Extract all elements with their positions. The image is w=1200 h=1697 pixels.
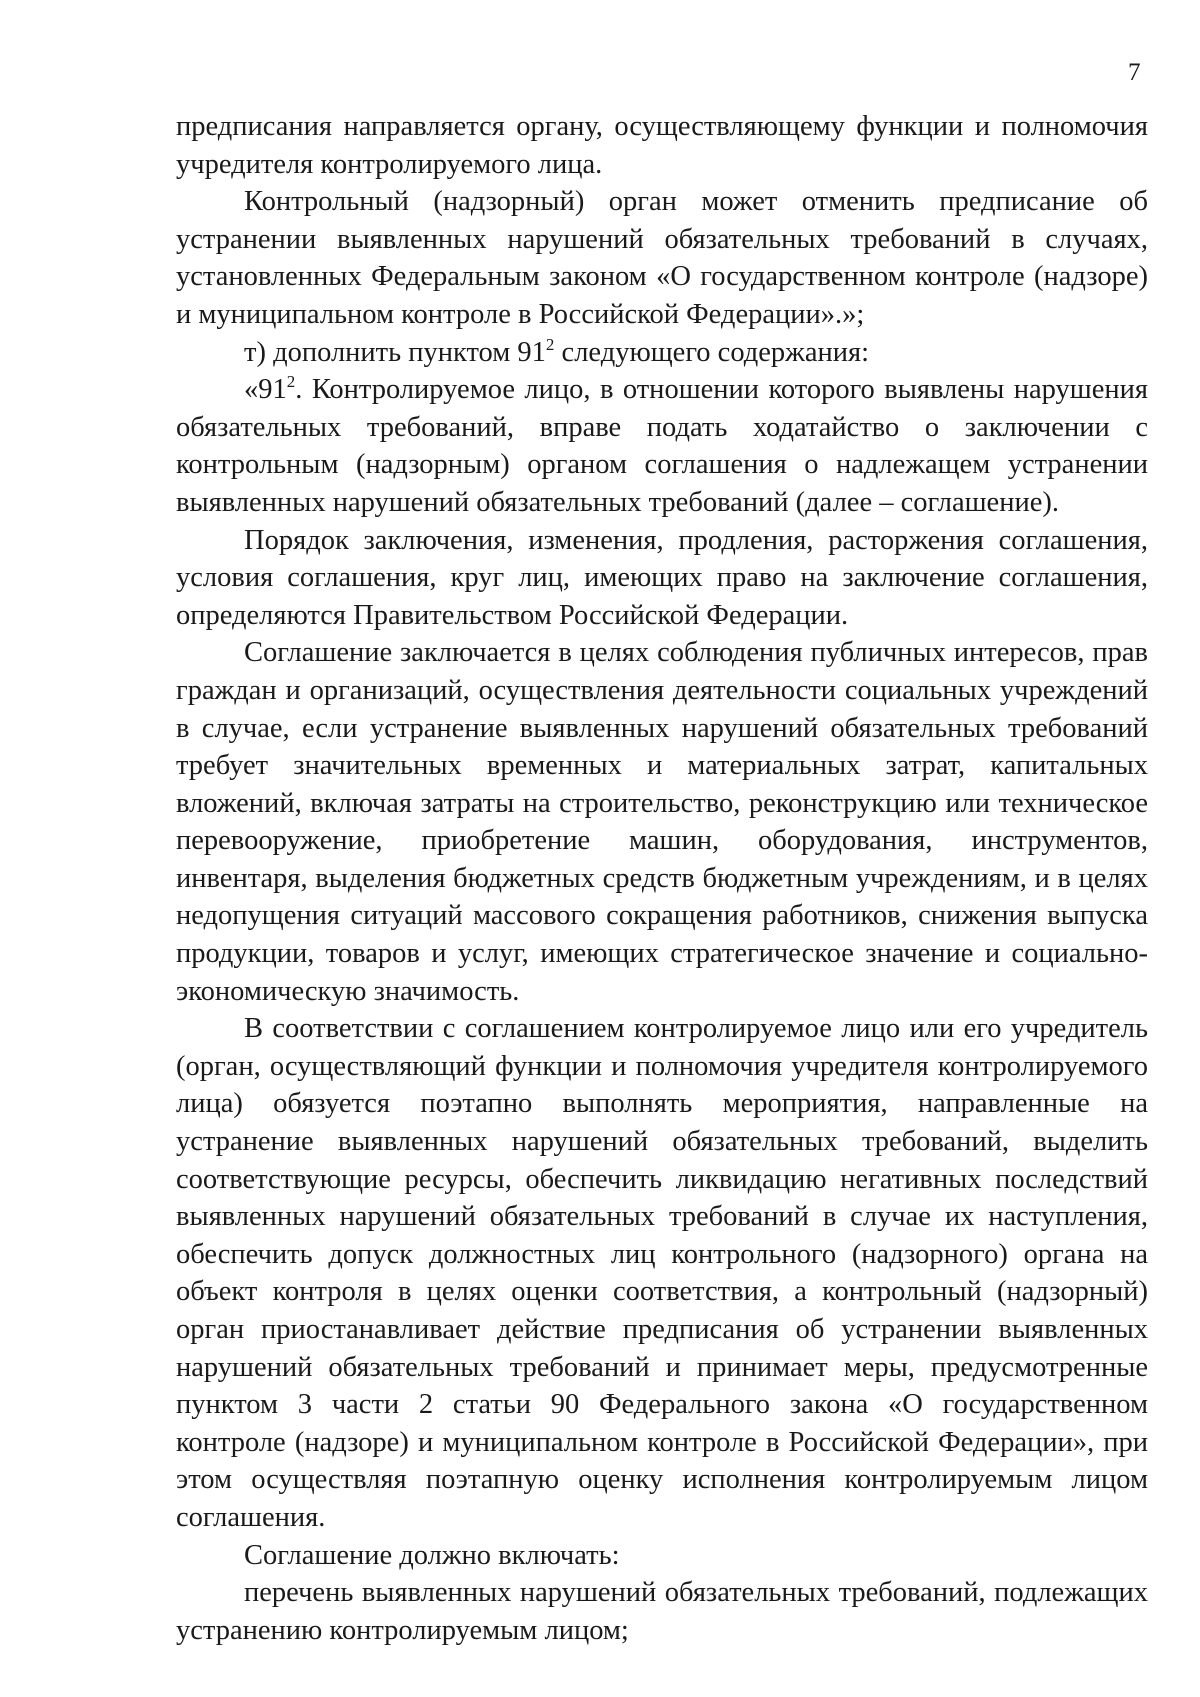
clause-text: . Контролируемое лицо, в отношении которого выявлены нарушения обязательных требований, вправе подать ходатайство о заключении с контрольным (надзорным) органом соглашения о надлежащем устранении выявленных нарушений обязательных требований (далее – соглашение). bbox=[176, 374, 1148, 518]
amendment-intro-text: т) дополнить пунктом 91 bbox=[244, 336, 546, 368]
paragraph-contents-intro: Соглашение должно включать: bbox=[244, 1539, 620, 1571]
superscript: 2 bbox=[286, 372, 296, 392]
paragraph-procedure: Порядок заключения, изменения, продления, расторжения соглашения, условия соглашения, круг лиц, имеющих право на заключение соглашения, определяются Правительством Российской Федерации. bbox=[176, 524, 1148, 631]
page-number: 7 bbox=[1128, 59, 1141, 86]
paragraph-purpose: Соглашение заключается в целях соблюдения публичных интересов, прав граждан и организаций, осуществления деятельности социальных учреждений в случае, если устранение выявленных нарушений обязательных требований требует значительных временных и материальных затрат, капитальных вложений, включая затраты на строительство, реконструкцию или техническое перевооружение, приобретение машин, оборудования, инструментов, инвентаря, выделения бюджетных средств бюджетным учреждениям, и в целях недопущения ситуаций массового сокращения работников, снижения выпуска продукции, товаров и услуг, имеющих стратегическое значение и социально-экономическую значимость. bbox=[176, 637, 1148, 1007]
paragraph-continuation: предписания направляется органу, осуществляющему функции и полномочия учредителя контролируемого лица. bbox=[176, 111, 1148, 180]
document-body bbox=[176, 108, 1148, 1649]
paragraph-cancel-order: Контрольный (надзорный) орган может отменить предписание об устранении выявленных нарушений обязательных требований в случаях, установленных Федеральным законом «О государственном контроле (надзоре) и муниципальном контроле в Российской Федерации».»; bbox=[176, 186, 1148, 330]
paragraph-list-item: перечень выявленных нарушений обязательных требований, подлежащих устранению контролируемым лицом; bbox=[176, 1577, 1148, 1646]
paragraph-clause-91-2 bbox=[176, 371, 1148, 521]
paragraph-amendment-intro bbox=[176, 334, 1148, 372]
superscript: 2 bbox=[545, 334, 555, 354]
amendment-intro-tail: следующего содержания: bbox=[561, 336, 870, 368]
paragraph-obligations: В соответствии с соглашением контролируемое лицо или его учредитель (орган, осуществляющий функции и полномочия учредителя контролируемого лица) обязуется поэтапно выполнять мероприятия, направленные на устранение выявленных нарушений обязательных требований, выделить соответствующие ресурсы, обеспечить ликвидацию негативных последствий выявленных нарушений обязательных требований в случае их наступления, обеспечить допуск должностных лиц контрольного (надзорного) органа на объект контроля в целях оценки соответствия, а контрольный (надзорный) орган приостанавливает действие предписания об устранении выявленных нарушений обязательных требований и принимает меры, предусмотренные пунктом 3 части 2 статьи 90 Федерального закона «О государственном контроле (надзоре) и муниципальном контроле в Российской Федерации», при этом осуществляя поэтапную оценку исполнения контролируемым лицом соглашения. bbox=[176, 1013, 1148, 1533]
clause-number: «91 bbox=[244, 374, 287, 406]
